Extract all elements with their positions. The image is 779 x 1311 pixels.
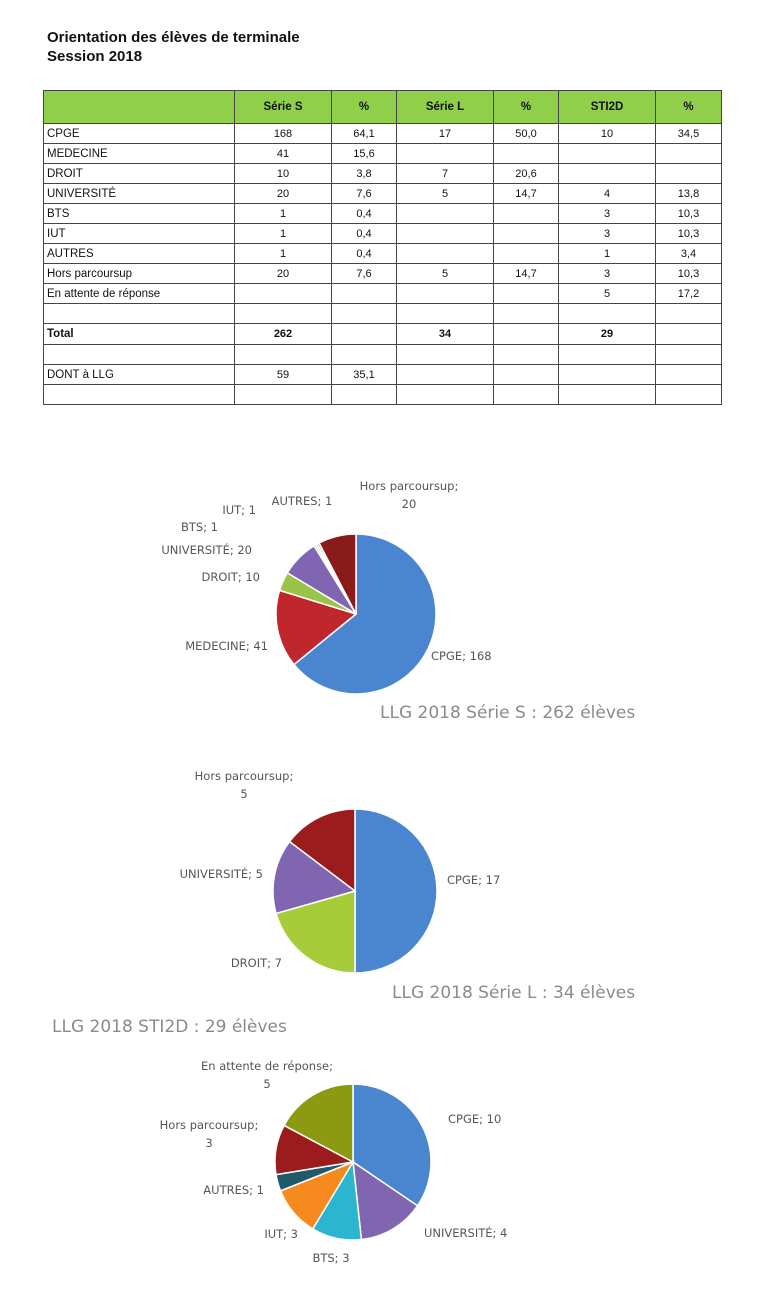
table-cell: 35,1 — [332, 365, 397, 385]
row-label: Hors parcoursup — [44, 264, 235, 284]
table-cell: 262 — [235, 324, 332, 345]
table-cell: 10 — [559, 124, 656, 144]
chart-title-sti2d: LLG 2018 STI2D : 29 élèves — [52, 1017, 287, 1037]
row-label: En attente de réponse — [44, 284, 235, 304]
slice-label: UNIVERSITÉ; 20 — [161, 543, 252, 557]
slice-label: Hors parcoursup; 5 — [194, 769, 294, 801]
table-cell: 3 — [559, 204, 656, 224]
slice-label: UNIVERSITÉ; 5 — [179, 867, 263, 881]
slice-label: DROIT; 10 — [201, 570, 260, 584]
column-header: STI2D — [559, 91, 656, 124]
table-cell: 10 — [235, 164, 332, 184]
row-label: Total — [44, 324, 235, 345]
table-cell: 7,6 — [332, 264, 397, 284]
table-cell: 3,8 — [332, 164, 397, 184]
table-cell: 20,6 — [494, 164, 559, 184]
table-cell: 3 — [559, 264, 656, 284]
table-cell: 0,4 — [332, 204, 397, 224]
row-label: UNIVERSITÉ — [44, 184, 235, 204]
table-cell: 1 — [235, 204, 332, 224]
table-cell: 5 — [559, 284, 656, 304]
slice-label: BTS; 3 — [312, 1251, 350, 1265]
slice-label: Hors parcoursup; 20 — [359, 479, 459, 511]
chart-title-serie-l: LLG 2018 Série L : 34 élèves — [392, 983, 636, 1003]
table-cell: 3 — [559, 224, 656, 244]
table-cell: 7,6 — [332, 184, 397, 204]
table-cell: 34 — [397, 324, 494, 345]
slice-label: DROIT; 7 — [230, 956, 282, 970]
row-label: DONT à LLG — [44, 365, 235, 385]
chart-title-serie-s: LLG 2018 Série S : 262 élèves — [380, 703, 636, 723]
table-cell: 13,8 — [656, 184, 722, 204]
slice-label: IUT; 3 — [264, 1227, 298, 1241]
table-cell: 14,7 — [494, 184, 559, 204]
row-label: AUTRES — [44, 244, 235, 264]
pie-slice — [355, 809, 437, 973]
column-header: Série S — [235, 91, 332, 124]
column-header: Série L — [397, 91, 494, 124]
table-cell: 29 — [559, 324, 656, 345]
table-cell: 3,4 — [656, 244, 722, 264]
slice-label: CPGE; 17 — [447, 873, 501, 887]
table-cell: 1 — [559, 244, 656, 264]
table-cell: 5 — [397, 184, 494, 204]
table-cell: 10,3 — [656, 204, 722, 224]
table-cell: 20 — [235, 264, 332, 284]
table-cell: 64,1 — [332, 124, 397, 144]
title-line: Orientation des élèves de terminale — [47, 29, 300, 46]
session-line: Session 2018 — [47, 48, 143, 65]
table-cell: 20 — [235, 184, 332, 204]
table-cell: 34,5 — [656, 124, 722, 144]
table-cell: 0,4 — [332, 224, 397, 244]
table-cell: 17,2 — [656, 284, 722, 304]
table-cell: 0,4 — [332, 244, 397, 264]
slice-label: CPGE; 10 — [448, 1112, 502, 1126]
slice-label: En attente de réponse; 5 — [200, 1059, 334, 1091]
slice-label: AUTRES; 1 — [203, 1183, 264, 1197]
slice-label: IUT; 1 — [222, 503, 256, 517]
table-cell: 10,3 — [656, 264, 722, 284]
slice-label: UNIVERSITÉ; 4 — [424, 1226, 508, 1240]
slice-label: MEDECINE; 41 — [185, 639, 268, 653]
slice-label: BTS; 1 — [180, 520, 218, 534]
row-label: DROIT — [44, 164, 235, 184]
table-cell: 14,7 — [494, 264, 559, 284]
table-cell: 17 — [397, 124, 494, 144]
slice-label: CPGE; 168 — [431, 649, 492, 663]
column-header: % — [494, 91, 559, 124]
slice-label: Hors parcoursup; 3 — [159, 1118, 259, 1150]
table-cell: 50,0 — [494, 124, 559, 144]
table-cell: 1 — [235, 224, 332, 244]
table-cell: 41 — [235, 144, 332, 164]
row-label: CPGE — [44, 124, 235, 144]
table-cell: 5 — [397, 264, 494, 284]
row-label: MEDECINE — [44, 144, 235, 164]
table-cell: 15,6 — [332, 144, 397, 164]
table-cell: 7 — [397, 164, 494, 184]
column-header: % — [332, 91, 397, 124]
slice-label: AUTRES; 1 — [271, 494, 333, 508]
table-cell: 4 — [559, 184, 656, 204]
row-label: BTS — [44, 204, 235, 224]
column-header: % — [656, 91, 722, 124]
row-label: IUT — [44, 224, 235, 244]
table-cell: 59 — [235, 365, 332, 385]
table-cell: 10,3 — [656, 224, 722, 244]
table-cell: 1 — [235, 244, 332, 264]
table-cell: 168 — [235, 124, 332, 144]
